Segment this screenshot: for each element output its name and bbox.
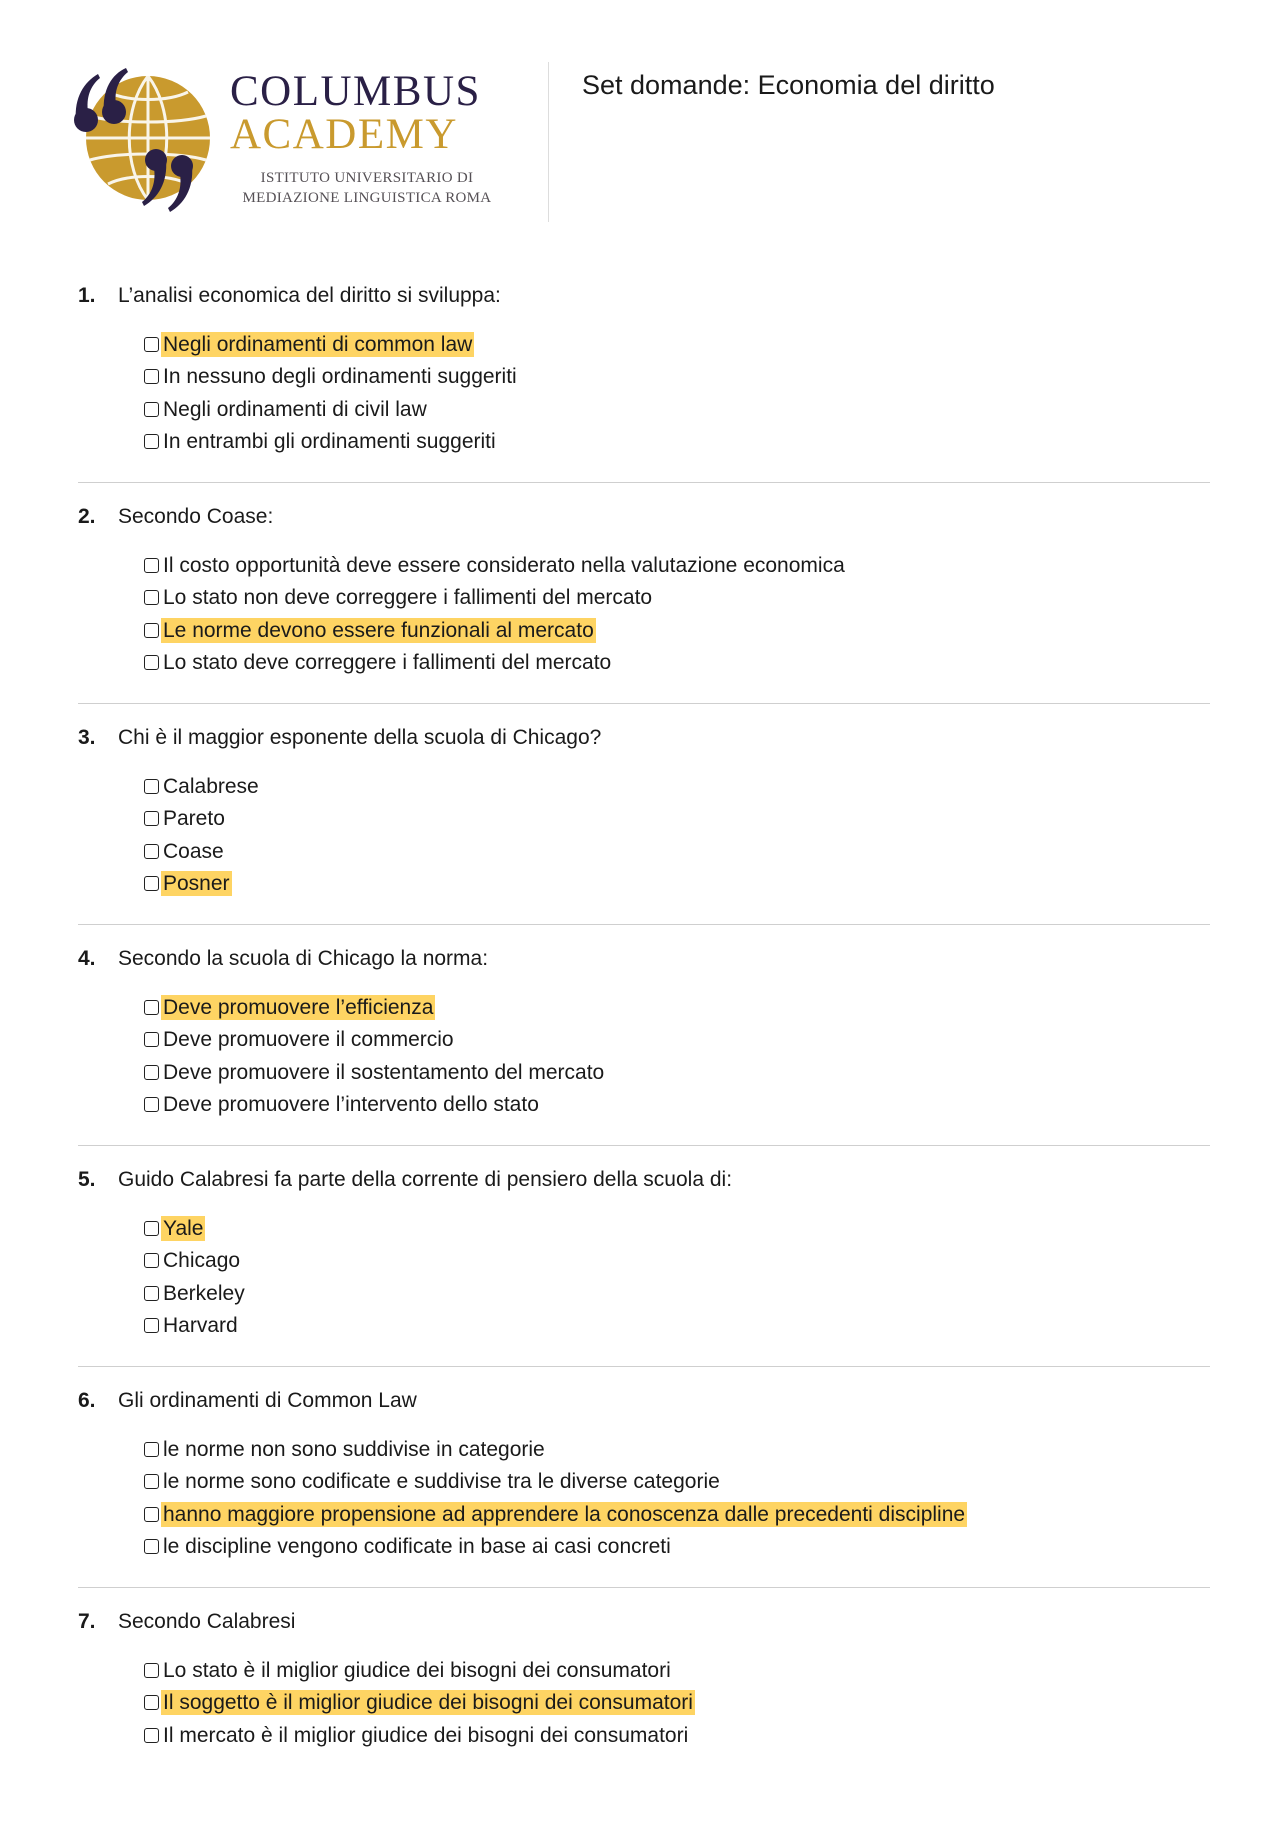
question-1 — [0, 278, 1280, 499]
answer-option-2-4[interactable] — [144, 647, 847, 680]
logo-subtitle — [222, 168, 512, 208]
answer-option-label: Calabrese — [163, 774, 259, 798]
answer-option-5-1-highlighted[interactable] — [144, 1212, 247, 1245]
question-list — [0, 278, 1280, 1825]
question-header — [78, 499, 273, 535]
answer-option-6-3-highlighted[interactable] — [144, 1498, 967, 1531]
answer-option-4-3[interactable] — [144, 1056, 606, 1089]
answer-option-label: Yale — [163, 1216, 204, 1240]
answer-option-label: Il soggetto è il miglior giudice dei bisogni dei consumatori — [163, 1691, 693, 1715]
answer-option-3-3[interactable] — [144, 835, 261, 868]
checkbox-icon[interactable] — [144, 590, 159, 605]
checkbox-icon[interactable] — [144, 369, 159, 384]
question-text: Guido Calabresi fa parte della corrente di pensiero della scuola di: — [118, 1168, 733, 1191]
answer-option-label: In nessuno degli ordinamenti suggeriti — [163, 365, 517, 389]
answer-option-3-2[interactable] — [144, 803, 261, 836]
checkbox-icon[interactable] — [144, 1442, 159, 1457]
answer-option-label: Deve promuovere l’efficienza — [163, 995, 434, 1019]
question-7 — [0, 1604, 1280, 1825]
checkbox-icon[interactable] — [144, 1253, 159, 1268]
answer-option-label: In entrambi gli ordinamenti suggeriti — [163, 430, 496, 454]
question-text: Secondo la scuola di Chicago la norma: — [118, 947, 489, 970]
checkbox-icon[interactable] — [144, 1032, 159, 1047]
answer-option-2-2[interactable] — [144, 582, 847, 615]
logo-subtitle-line1: ISTITUTO UNIVERSITARIO DI — [260, 170, 474, 186]
answer-option-5-4[interactable] — [144, 1310, 247, 1343]
answer-option-label: Le norme devono essere funzionali al mercato — [163, 618, 594, 642]
checkbox-icon[interactable] — [144, 558, 159, 573]
answer-option-label: Coase — [163, 839, 224, 863]
answer-option-label: le discipline vengono codificate in base ai casi concreti — [163, 1535, 671, 1559]
answer-option-5-2[interactable] — [144, 1245, 247, 1278]
answer-option-4-1-highlighted[interactable] — [144, 991, 606, 1024]
question-divider — [78, 482, 1210, 483]
checkbox-icon[interactable] — [144, 1065, 159, 1080]
answer-option-1-4[interactable] — [144, 426, 519, 459]
question-number: 4. — [78, 947, 96, 970]
answer-option-label: Berkeley — [163, 1281, 245, 1305]
checkbox-icon[interactable] — [144, 1663, 159, 1678]
answer-options — [144, 328, 519, 458]
question-text: Secondo Coase: — [118, 505, 274, 528]
answer-option-label: Negli ordinamenti di common law — [163, 332, 473, 356]
answer-option-label: Deve promuovere il sostentamento del mercato — [163, 1060, 605, 1084]
answer-option-label: Chicago — [163, 1249, 241, 1273]
answer-option-label: le norme sono codificate e suddivise tra le diverse categorie — [163, 1470, 720, 1494]
question-number: 5. — [78, 1168, 96, 1191]
question-3 — [0, 720, 1280, 941]
question-divider — [78, 1366, 1210, 1367]
answer-option-3-4-highlighted[interactable] — [144, 868, 261, 901]
answer-options — [144, 1654, 695, 1752]
question-header — [78, 278, 501, 314]
question-text: L’analisi economica del diritto si sviluppa: — [118, 284, 501, 307]
answer-option-7-1[interactable] — [144, 1654, 695, 1687]
answer-option-label: Negli ordinamenti di civil law — [163, 397, 427, 421]
answer-option-label: le norme non sono suddivise in categorie — [163, 1437, 545, 1461]
question-number: 7. — [78, 1610, 96, 1633]
answer-option-label: Lo stato è il miglior giudice dei bisogni dei consumatori — [163, 1658, 671, 1682]
answer-option-label: hanno maggiore propensione ad apprendere la conoscenza dalle precedenti discipline — [163, 1502, 966, 1526]
logo-name-columbus: COLUMBUS — [230, 68, 481, 115]
checkbox-icon[interactable] — [144, 1728, 159, 1743]
answer-options — [144, 770, 261, 900]
question-header — [78, 941, 488, 977]
answer-option-label: Harvard — [163, 1314, 238, 1338]
question-divider — [78, 1587, 1210, 1588]
question-4 — [0, 941, 1280, 1162]
question-divider — [78, 924, 1210, 925]
answer-option-4-2[interactable] — [144, 1024, 606, 1057]
checkbox-icon[interactable] — [144, 1286, 159, 1301]
question-divider — [78, 1145, 1210, 1146]
question-header — [78, 720, 601, 756]
checkbox-icon[interactable] — [144, 1474, 159, 1489]
answer-option-1-2[interactable] — [144, 361, 519, 394]
answer-option-2-1[interactable] — [144, 549, 847, 582]
question-2 — [0, 499, 1280, 720]
header-divider — [548, 62, 549, 222]
columbus-academy-logo — [68, 64, 508, 224]
answer-option-5-3[interactable] — [144, 1277, 247, 1310]
checkbox-icon[interactable] — [144, 623, 159, 638]
checkbox-icon[interactable] — [144, 434, 159, 449]
answer-option-label: Deve promuovere l’intervento dello stato — [163, 1093, 539, 1117]
answer-option-label: Deve promuovere il commercio — [163, 1028, 454, 1052]
question-header — [78, 1383, 417, 1419]
question-header — [78, 1162, 732, 1198]
question-number: 1. — [78, 284, 96, 307]
answer-option-7-3[interactable] — [144, 1719, 695, 1752]
answer-option-label: Posner — [163, 872, 230, 896]
answer-option-4-4[interactable] — [144, 1089, 606, 1122]
answer-options — [144, 991, 606, 1121]
logo-wordmark — [230, 70, 481, 156]
checkbox-icon[interactable] — [144, 779, 159, 794]
question-text: Secondo Calabresi — [118, 1610, 296, 1633]
question-text: Chi è il maggior esponente della scuola di Chicago? — [118, 726, 602, 749]
question-6 — [0, 1383, 1280, 1604]
checkbox-icon[interactable] — [144, 1318, 159, 1333]
answer-options — [144, 1212, 247, 1342]
checkbox-icon[interactable] — [144, 337, 159, 352]
answer-option-label: Il costo opportunità deve essere considerato nella valutazione economica — [163, 553, 845, 577]
checkbox-icon[interactable] — [144, 1097, 159, 1112]
globe-quotes-logo-icon — [68, 68, 212, 212]
answer-option-2-3-highlighted[interactable] — [144, 614, 847, 647]
checkbox-icon[interactable] — [144, 655, 159, 670]
logo-name-academy: ACADEMY — [230, 111, 458, 158]
answer-option-6-4[interactable] — [144, 1531, 967, 1564]
answer-option-1-1-highlighted[interactable] — [144, 328, 519, 361]
document-title: Set domande: Economia del diritto — [582, 70, 995, 100]
answer-option-label: Il mercato è il miglior giudice dei bisogni dei consumatori — [163, 1723, 689, 1747]
checkbox-icon[interactable] — [144, 1221, 159, 1236]
answer-option-6-2[interactable] — [144, 1466, 967, 1499]
checkbox-icon[interactable] — [144, 402, 159, 417]
answer-option-3-1[interactable] — [144, 770, 261, 803]
checkbox-icon[interactable] — [144, 1000, 159, 1015]
answer-option-6-1[interactable] — [144, 1433, 967, 1466]
question-5 — [0, 1162, 1280, 1383]
checkbox-icon[interactable] — [144, 1539, 159, 1554]
answer-option-label: Lo stato non deve correggere i fallimenti del mercato — [163, 586, 653, 610]
answer-option-1-3[interactable] — [144, 393, 519, 426]
answer-options — [144, 549, 847, 679]
answer-options — [144, 1433, 967, 1563]
question-number: 2. — [78, 505, 96, 528]
checkbox-icon[interactable] — [144, 1507, 159, 1522]
checkbox-icon[interactable] — [144, 844, 159, 859]
question-header — [78, 1604, 295, 1640]
checkbox-icon[interactable] — [144, 1695, 159, 1710]
question-number: 3. — [78, 726, 96, 749]
question-text: Gli ordinamenti di Common Law — [118, 1389, 417, 1412]
checkbox-icon[interactable] — [144, 811, 159, 826]
answer-option-label: Pareto — [163, 807, 225, 831]
checkbox-icon[interactable] — [144, 876, 159, 891]
logo-subtitle-line2: MEDIAZIONE LINGUISTICA ROMA — [242, 190, 492, 206]
answer-option-label: Lo stato deve correggere i fallimenti del mercato — [163, 651, 612, 675]
page-header — [0, 0, 1280, 240]
question-divider — [78, 703, 1210, 704]
answer-option-7-2-highlighted[interactable] — [144, 1687, 695, 1720]
question-number: 6. — [78, 1389, 96, 1412]
